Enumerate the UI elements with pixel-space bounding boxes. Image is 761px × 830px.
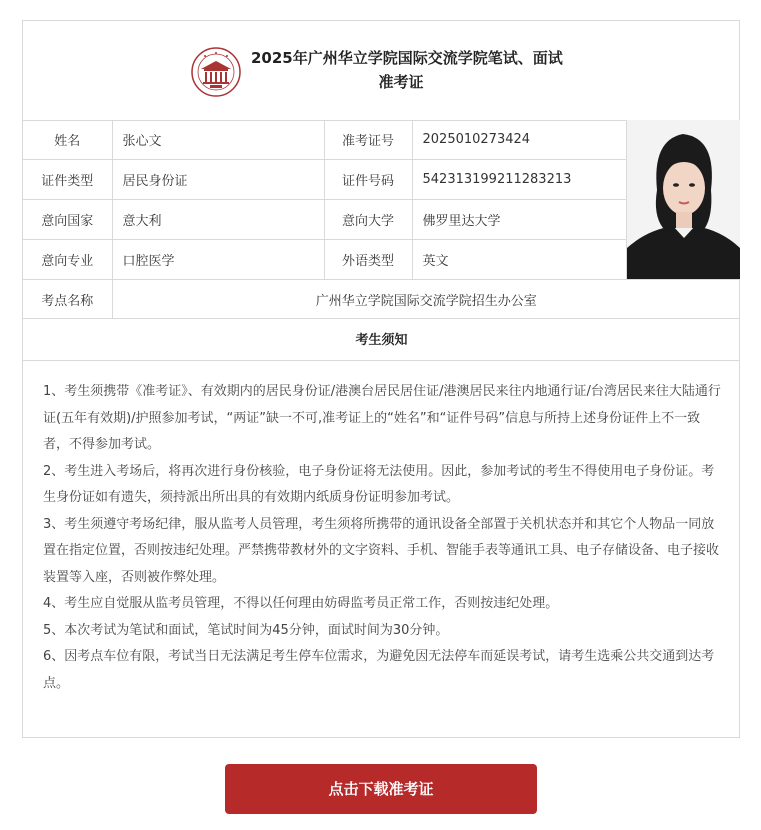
title-line-1: 2025年广州华立学院国际交流学院笔试、面试 (251, 49, 563, 67)
country-value: 意大利 (112, 200, 324, 240)
major-value: 口腔医学 (112, 240, 324, 280)
notice-item: 6、因考点车位有限，考试当日无法满足考生停车位需求，为避免因无法停车而延误考试，请考生选乘公共交通到达考点。 (43, 649, 715, 691)
notice-item: 1、考生须携带《准考证》、有效期内的居民身份证/港澳台居民居住证/港澳居民来往内地通行证/台湾居民来往大陆通行证(五年有效期)/护照参加考试，“两证”缺一不可,准考证上的“姓名”和“证件号码”信息与所持上述身份证件上不一致者，不得参加考试。 (43, 384, 721, 452)
university-seal-logo (191, 47, 241, 97)
country-label: 意向国家 (23, 200, 112, 240)
id-number-value: 542313199211283213 (412, 160, 626, 200)
ticket-number-value: 2025010273424 (412, 120, 626, 160)
major-label: 意向专业 (23, 240, 112, 280)
page-title (251, 46, 563, 94)
title-line-2: 准考证 (378, 73, 424, 91)
language-label: 外语类型 (324, 240, 412, 280)
name-value: 张心文 (112, 120, 324, 160)
id-number-label: 证件号码 (324, 160, 412, 200)
id-type-value: 居民身份证 (112, 160, 324, 200)
id-type-label: 证件类型 (23, 160, 112, 200)
notice-item: 4、考生应自觉服从监考员管理，不得以任何理由妨碍监考员正常工作，否则按违纪处理。 (43, 596, 559, 611)
venue-label: 考点名称 (23, 280, 112, 319)
notice-item: 2、考生进入考场后，将再次进行身份核验，电子身份证将无法使用。因此，参加考试的考生不得使用电子身份证。考生身份证如有遗失，须持派出所出具的有效期内纸质身份证明参加考试。 (43, 463, 715, 505)
table-row (23, 280, 740, 319)
notice-title: 考生须知 (23, 322, 740, 361)
university-value: 佛罗里达大学 (412, 200, 626, 240)
candidate-info-table (23, 120, 740, 319)
venue-value: 广州华立学院国际交流学院招生办公室 (112, 280, 740, 319)
notice-item: 3、考生须遵守考场纪律，服从监考人员管理，考生须将所携带的通讯设备全部置于关机状态并和其它个人物品一同放置在指定位置，否则按违纪处理。严禁携带教材外的文字资料、手机、智能手表等通讯工具、电子存储设备、电子接收装置等入座，否则被作弊处理。 (43, 516, 720, 585)
candidate-photo (627, 120, 740, 279)
admission-ticket-card (22, 20, 740, 738)
name-label: 姓名 (23, 120, 112, 160)
ticket-header (23, 21, 739, 121)
ticket-number-label: 准考证号 (324, 120, 412, 160)
notice-list (43, 379, 723, 697)
notice-item: 5、本次考试为笔试和面试，笔试时间为45分钟，面试时间为30分钟。 (43, 622, 449, 638)
download-ticket-button[interactable]: 点击下载准考证 (225, 764, 537, 814)
table-row (23, 120, 740, 160)
language-value: 英文 (412, 240, 626, 280)
university-label: 意向大学 (324, 200, 412, 240)
photo-cell (626, 120, 740, 280)
